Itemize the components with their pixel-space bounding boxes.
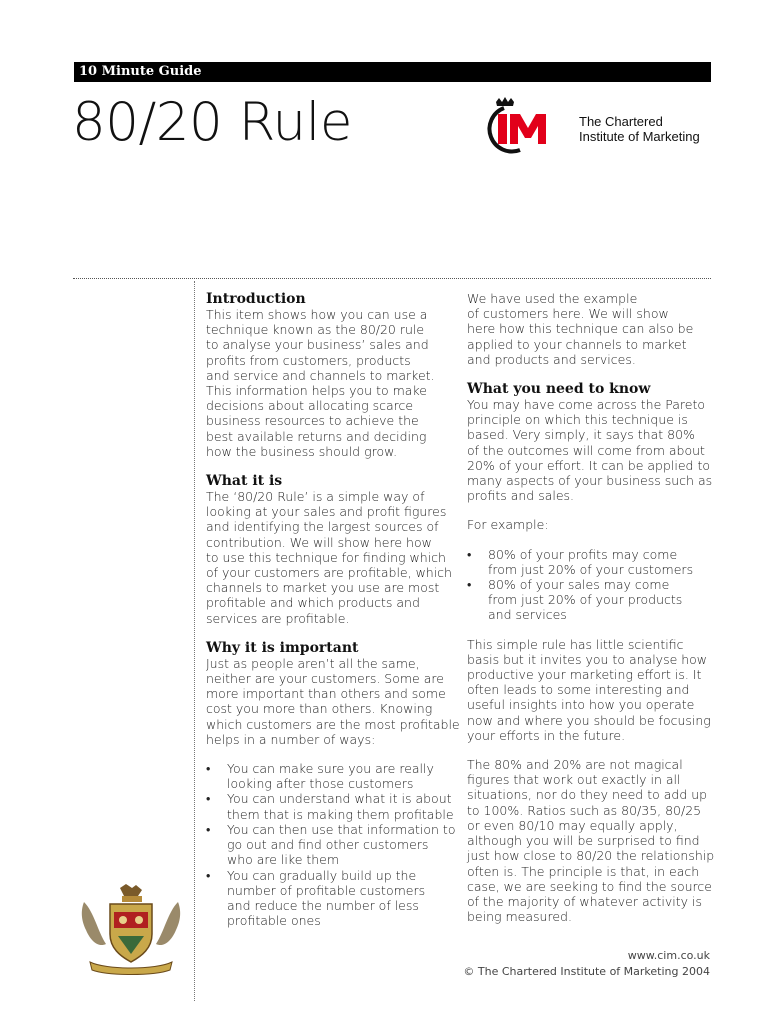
heading-what-you-need-to-know: What you need to know: [467, 381, 651, 398]
heading-why-it-is-important: Why it is important: [206, 639, 359, 656]
heading-introduction: Introduction: [206, 291, 306, 307]
need-to-know-text: You may have come across the Pareto principle on which this technique is based. Very simply, it says that 80% of the outcomes will come from about 20% of your effort. It can be applied to many aspects of your business such as profits and sales.: [467, 397, 713, 504]
header-divider: [73, 278, 711, 279]
introduction-text: This item shows how you can use a technique known as the 80/20 rule to analyse your business’ sales and profits from customers, products and service and channels to market. This information helps you to make decisions about allocating scarce business resources to achieve the best available returns and deciding how the business should grow.: [206, 307, 435, 459]
cim-logo-icon: [468, 96, 564, 156]
what-it-is-text: The ‘80/20 Rule’ is a simple way of looking at your sales and profit figures and identifying the largest sources of contribution. We will show here how to use this technique for finding which of your customers are profitable, which channels to market you use are most profitable and which products and services are profitable.: [206, 489, 452, 626]
list-item: • You can then use that information to go out and find other customers who are like them: [206, 821, 456, 868]
coat-of-arms-icon: [76, 882, 186, 978]
list-item: • 80% of your sales may come from just 20% of your products and services: [467, 577, 683, 623]
copyright-text: © The Chartered Institute of Marketing 2004: [463, 965, 710, 978]
logo-text: [579, 114, 700, 144]
example-list: [467, 547, 717, 623]
ratios-text: The 80% and 20% are not magical figures that work out exactly in all situations, nor do they need to add up to 100%. Ratios such as 80/35, 80/25 or even 80/10 may equally apply, although you will be surprised to find just how close to 80/20 the relationship often is. The principle is that, in each case, we are seeking to find the source of the majority of whatever activity is being measured.: [467, 757, 715, 925]
list-item: • You can make sure you are really looking after those customers: [206, 761, 434, 792]
list-item: • You can gradually build up the number of profitable customers and reduce the number of less profitable ones: [206, 867, 426, 929]
heading-what-it-is: What it is: [206, 473, 283, 490]
website-link[interactable]: www.cim.co.uk: [627, 949, 710, 962]
why-important-list: [206, 761, 456, 928]
list-item: • 80% of your profits may come from just 20% of your customers: [467, 546, 694, 577]
page-title: 80/20 Rule: [72, 92, 352, 153]
header-bar: [74, 62, 711, 82]
left-column: [206, 291, 460, 929]
footer: [463, 948, 710, 980]
why-important-text: Just as people aren’t all the same, neither are your customers. Some are more important than others and some cost you more than others. Knowing which customers are the most profitable helps in a number of ways:: [206, 655, 460, 747]
logo-text-line2: Institute of Marketing: [579, 129, 700, 144]
scientific-basis-text: This simple rule has little scientific basis but it invites you to analyse how productive your marketing effort is. It often leads to some interesting and useful insights into how you operate now and where you should be focusing your efforts in the future.: [467, 636, 711, 743]
logo-text-line1: The Chartered: [579, 114, 663, 129]
channels-intro-text: We have used the example of customers here. We will show here how this technique can also be applied to your channels to market and products and services.: [467, 291, 694, 367]
right-column: [467, 291, 717, 924]
column-divider: [194, 281, 195, 1001]
example-label: For example:: [467, 517, 549, 533]
series-label: 10 Minute Guide: [79, 64, 202, 79]
list-item: • You can understand what it is about them that is making them profitable: [206, 791, 454, 822]
